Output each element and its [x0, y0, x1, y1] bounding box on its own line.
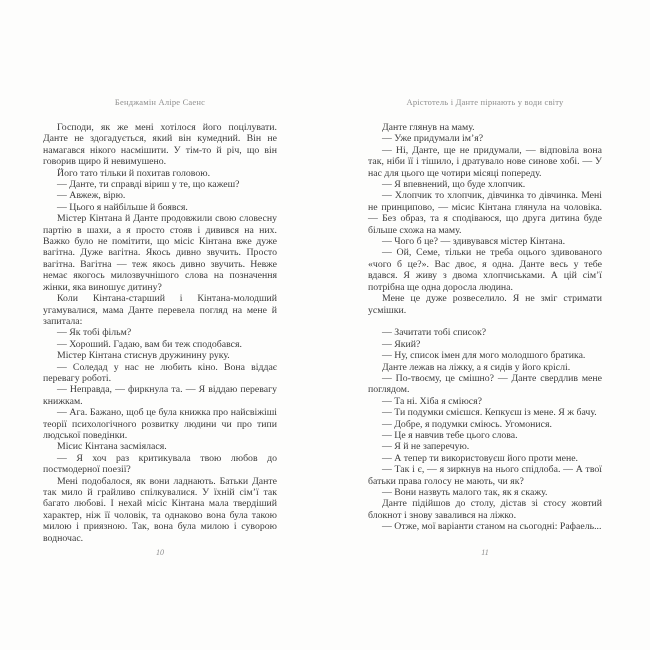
paragraph: — Неправда, — фиркнула та. — Я віддаю перевагу книжкам.	[43, 384, 277, 407]
paragraph: — А тепер ти використовуєш його проти мене.	[382, 452, 579, 464]
paragraph: — Данте, ти справді віриш у те, що кажеш?	[57, 179, 240, 191]
paragraph: — Це я навчив тебе цього слова.	[382, 429, 518, 441]
paragraph: — Чого б це? — здивувався містер Кінтана.	[382, 236, 566, 248]
paragraph: Його тато тільки й похитав головою.	[57, 167, 211, 179]
paragraph: — Цього я найбільше й боявся.	[57, 201, 188, 213]
paragraph: Мені подобалося, як вони ладнають. Батьки Данте так мило й грайливо спілкувалися. У їхній сім’ї так багато любові. І нехай місіс Кінтана мала твердіший характер, ніж її чоловік, та однаково вона була такою милою і приязною. Так, вона була милою і суворою водночас.	[43, 475, 277, 544]
paragraph: Мене це дуже розвеселило. Я не зміг стримати усмішки.	[368, 293, 602, 316]
paragraph: — Хлопчик то хлопчик, дівчинка то дівчинка. Мені не принципово, — місис Кінтана глянула на чоловіка. — Без образ, та я сподіваюся, що друга дитина буде більше схожа на маму.	[368, 190, 602, 236]
paragraph: — Я хоч раз критикувала твою любов до постмодерної поезії?	[43, 452, 277, 476]
left-page-number: 10	[156, 548, 164, 557]
paragraph: Містер Кінтана й Данте продовжили свою словесну партію в шахи, а я просто стояв і дивився на них. Важко було не помітити, що місіс Кінтана вже дуже вагітна. Дуже вагітна. Якось дивно звучить. Просто вагітна. Вагітна — теж якось дивно звучить. Невже немає якогось милозвучнішого слова на позначення жінки, яка виношує дитину?	[43, 213, 277, 293]
paragraph: — Ну, список імен для мого молодшого братика.	[382, 350, 586, 362]
paragraph: Данте лежав на ліжку, а я сидів у його кріслі.	[382, 361, 571, 373]
paragraph: — Ти подумки смієшся. Кепкуєш із мене. Я ж бачу.	[382, 407, 597, 419]
paragraph: — Так і є, — я зиркнув на нього спідлоба. — А твої батьки права голосу не мають, чи як?	[368, 464, 602, 487]
paragraph: — Хороший. Гадаю, вам би теж сподобався.	[57, 338, 242, 350]
right-page-number: 11	[481, 548, 489, 557]
paragraph: — Добре, я подумки сміюсь. Угомонися.	[382, 418, 552, 430]
paragraph: — Зачитати тобі список?	[382, 327, 487, 339]
paragraph: — Отже, мої варіанти станом на сьогодні: Рафаель...	[382, 521, 602, 533]
paragraph: Коли Кінтана-старший і Кінтана-молодший угамувалися, мама Данте перевела погляд на мене й запитала:	[43, 293, 277, 327]
paragraph: — Ой, Семе, тільки не треба оцього здивованого «чого б це?». Вас двоє, я одна. Данте весь у тебе вдався. Я живу з двома хлопчиськами. А цій сім’ї потрібна ще одна доросла людина.	[368, 247, 602, 293]
right-page-text	[368, 122, 602, 533]
left-page-text	[43, 122, 277, 544]
paragraph: — Вони назвуть малого так, як я скажу.	[382, 486, 548, 498]
paragraph: — Я й не заперечую.	[382, 441, 470, 453]
paragraph: Данте підійшов до столу, дістав зі стосу жовтий блокнот і знову завалився на ліжко.	[368, 498, 602, 521]
right-running-head: Арістотель і Данте пірнають у води світу	[406, 97, 564, 107]
paragraph: Данте глянув на маму.	[382, 122, 475, 133]
paragraph: — Ні, Данте, ще не придумали, — відповіла вона так, ніби її і тішило, і дратувало нове синове хобі. — У нас для цього ще чотири місяці попереду.	[368, 144, 602, 179]
paragraph: — Ага. Бажано, щоб це була книжка про найсвіжіші теорії психологічного розвитку людини чи про типи людської поведінки.	[43, 407, 277, 441]
paragraph: Містер Кінтана стиснув дружинину руку.	[57, 350, 230, 362]
paragraph: — По-твоєму, це смішно? — Данте свердлив мене поглядом.	[368, 372, 602, 396]
paragraph: — Авжеж, вірю.	[57, 190, 126, 202]
paragraph: Місис Кінтана засміялася.	[57, 441, 167, 453]
paragraph: — Який?	[382, 338, 421, 350]
paragraph: — Як тобі фільм?	[57, 327, 132, 339]
paragraph: — Соледад у нас не любить кіно. Вона віддає перевагу роботі.	[43, 361, 277, 384]
left-running-head: Бенджамін Аліре Саенс	[114, 97, 206, 107]
paragraph: — Та ні. Хіба я сміюся?	[382, 395, 482, 407]
paragraph: Господи, як же мені хотілося його поцілувати. Данте не здогадується, який він кумедний. Він не намагався нікого насмішити. У тім-то й річ, що він говорив щиро й невимушено.	[43, 122, 277, 168]
paragraph: — Я впевнений, що буде хлопчик.	[382, 179, 526, 191]
paragraph: — Уже придумали ім’я?	[382, 133, 484, 145]
